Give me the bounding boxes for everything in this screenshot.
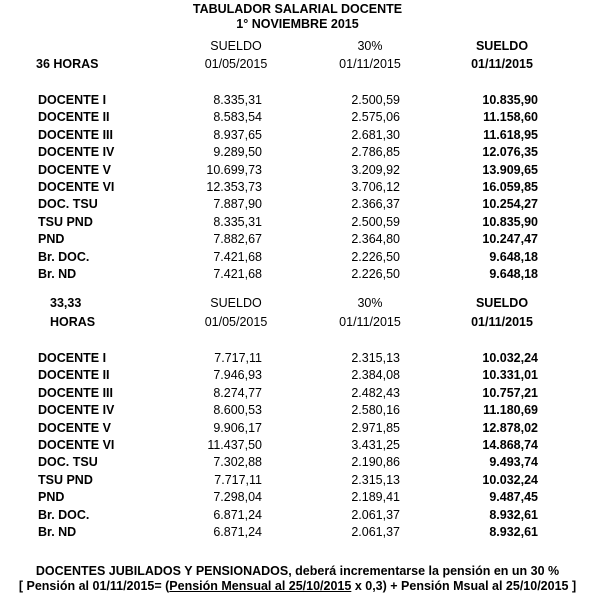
pensioners-note: DOCENTES JUBILADOS Y PENSIONADOS, deberá incrementarse la pensión en un 30 %: [35, 564, 560, 578]
row-sueldo-01-05-2015: 12.353,73: [206, 180, 262, 194]
section1-header-row-1: [0, 38, 595, 55]
table-row: [0, 420, 595, 437]
row-sueldo-01-11-2015: 10.032,24: [482, 351, 538, 365]
row-increase-30pct: 2.315,13: [351, 472, 400, 487]
row-increase-30pct: 3.209,92: [351, 162, 400, 177]
row-increase-30pct: 2.364,80: [351, 232, 400, 247]
row-sueldo-01-11-2015: 9.487,45: [489, 490, 538, 505]
table-row: [0, 127, 595, 144]
row-sueldo-01-05-2015: 11.437,50: [207, 438, 262, 452]
row-label: DOCENTE VI: [38, 180, 115, 194]
row-label: Br. ND: [38, 267, 77, 281]
row-label: TSU PND: [38, 472, 93, 487]
table-row: [0, 266, 595, 283]
section2-col1-header: SUELDO: [210, 296, 262, 310]
row-label: DOCENTE IV: [38, 145, 115, 160]
row-increase-30pct: 2.500,59: [351, 93, 400, 107]
section2-col2-date: 01/11/2015: [339, 315, 401, 329]
row-sueldo-01-05-2015: 7.421,68: [213, 267, 262, 281]
row-label: Br. ND: [38, 525, 77, 539]
row-sueldo-01-05-2015: 7.887,90: [213, 197, 262, 212]
row-sueldo-01-11-2015: 13.909,65: [482, 162, 538, 177]
section2-hours-label: HORAS: [50, 315, 96, 329]
row-sueldo-01-05-2015: 7.717,11: [214, 351, 262, 365]
row-increase-30pct: 2.190,86: [351, 455, 400, 470]
row-sueldo-01-11-2015: 10.247,47: [482, 232, 538, 247]
row-sueldo-01-05-2015: 7.302,88: [213, 455, 262, 470]
table-row: [0, 214, 595, 231]
section1-col2-date: 01/11/2015: [339, 57, 401, 71]
row-label: TSU PND: [38, 214, 93, 229]
row-label: DOCENTE VI: [38, 438, 115, 452]
table-row: [0, 454, 595, 471]
row-increase-30pct: 2.061,37: [351, 525, 400, 539]
row-sueldo-01-05-2015: 7.298,04: [213, 490, 262, 505]
row-label: DOC. TSU: [38, 455, 98, 470]
row-sueldo-01-11-2015: 10.835,90: [482, 93, 538, 107]
row-sueldo-01-11-2015: 16.059,85: [482, 180, 538, 194]
pension-formula-underlined: Pensión Mensual al 25/10/2015: [169, 579, 352, 593]
section2-hours-value: 33,33: [50, 296, 82, 310]
row-label: DOCENTE I: [38, 93, 107, 107]
row-increase-30pct: 2.580,16: [351, 403, 400, 418]
row-sueldo-01-05-2015: 7.421,68: [213, 249, 262, 264]
table-row: [0, 162, 595, 179]
row-sueldo-01-11-2015: 10.835,90: [482, 214, 538, 229]
table-row: [0, 489, 595, 506]
row-increase-30pct: 2.366,37: [351, 197, 400, 212]
row-increase-30pct: 2.482,43: [351, 385, 400, 400]
row-sueldo-01-05-2015: 8.274,77: [213, 385, 262, 400]
document-title-line-1: TABULADOR SALARIAL DOCENTE: [192, 2, 403, 16]
row-increase-30pct: 2.061,37: [351, 507, 400, 522]
row-increase-30pct: 2.500,59: [351, 214, 400, 229]
row-increase-30pct: 2.681,30: [351, 127, 400, 142]
document-title-line-2: 1° NOVIEMBRE 2015: [236, 17, 359, 31]
row-sueldo-01-05-2015: 9.289,50: [213, 145, 262, 160]
table-row: [0, 350, 595, 367]
row-sueldo-01-11-2015: 11.180,69: [483, 403, 538, 418]
table-row: [0, 437, 595, 454]
row-label: Br. DOC.: [38, 249, 90, 264]
table-row: [0, 92, 595, 109]
table-row: [0, 524, 595, 541]
table-row: [0, 144, 595, 161]
row-increase-30pct: 2.226,50: [351, 267, 400, 281]
row-sueldo-01-11-2015: 10.254,27: [482, 197, 538, 212]
row-sueldo-01-11-2015: 10.757,21: [482, 385, 538, 400]
pension-formula: [0, 579, 595, 593]
section1-col3-header: SUELDO: [475, 39, 529, 53]
row-sueldo-01-05-2015: 8.335,31: [213, 93, 262, 107]
row-sueldo-01-05-2015: 8.583,54: [213, 110, 262, 125]
section2-header-row-1: [0, 295, 595, 312]
section1-hours-label: 36 HORAS: [36, 57, 99, 71]
row-sueldo-01-05-2015: 7.717,11: [214, 472, 262, 487]
table-row: [0, 367, 595, 384]
row-sueldo-01-11-2015: 10.331,01: [482, 368, 538, 383]
section2-col2-header: 30%: [357, 296, 383, 310]
row-increase-30pct: 3.431,25: [351, 438, 400, 452]
row-sueldo-01-11-2015: 8.932,61: [489, 525, 538, 539]
row-sueldo-01-05-2015: 7.946,93: [213, 368, 262, 383]
table-row: [0, 385, 595, 402]
row-label: DOCENTE II: [38, 110, 110, 125]
row-sueldo-01-11-2015: 11.618,95: [483, 127, 538, 142]
table-row: [0, 402, 595, 419]
row-increase-30pct: 3.706,12: [351, 180, 400, 194]
section2-col1-date: 01/05/2015: [204, 315, 268, 329]
section1-col3-date: 01/11/2015: [471, 57, 533, 71]
row-label: DOCENTE IV: [38, 403, 115, 418]
row-label: DOC. TSU: [38, 197, 98, 212]
row-sueldo-01-05-2015: 8.937,65: [213, 127, 262, 142]
row-sueldo-01-05-2015: 9.906,17: [213, 420, 262, 435]
row-sueldo-01-11-2015: 12.076,35: [482, 145, 538, 160]
pension-formula-part-1: [ Pensión al 01/11/2015= (: [18, 579, 170, 593]
section2-col3-header: SUELDO: [475, 296, 529, 310]
row-sueldo-01-05-2015: 8.335,31: [213, 214, 262, 229]
section1-header-row-2: [0, 56, 595, 73]
row-label: DOCENTE I: [38, 351, 107, 365]
section1-col1-header: SUELDO: [210, 39, 262, 53]
row-increase-30pct: 2.189,41: [351, 490, 400, 505]
row-label: DOCENTE III: [38, 385, 114, 400]
row-sueldo-01-11-2015: 11.158,60: [483, 110, 538, 125]
row-increase-30pct: 2.786,85: [351, 145, 400, 160]
table-row: [0, 472, 595, 489]
row-label: PND: [38, 490, 65, 505]
row-increase-30pct: 2.971,85: [351, 420, 400, 435]
section2-header-row-2: [0, 314, 595, 331]
row-sueldo-01-11-2015: 9.648,18: [489, 267, 538, 281]
row-label: DOCENTE V: [38, 162, 111, 177]
row-sueldo-01-11-2015: 9.648,18: [489, 249, 538, 264]
row-increase-30pct: 2.575,06: [351, 110, 400, 125]
row-increase-30pct: 2.226,50: [351, 249, 400, 264]
row-increase-30pct: 2.384,08: [351, 368, 400, 383]
row-label: DOCENTE V: [38, 420, 111, 435]
section1-col1-date: 01/05/2015: [204, 57, 268, 71]
row-sueldo-01-05-2015: 10.699,73: [206, 162, 262, 177]
table-row: [0, 196, 595, 213]
table-row: [0, 507, 595, 524]
row-sueldo-01-05-2015: 6.871,24: [213, 507, 262, 522]
row-sueldo-01-11-2015: 10.032,24: [482, 472, 538, 487]
row-increase-30pct: 2.315,13: [351, 351, 400, 365]
row-label: DOCENTE II: [38, 368, 110, 383]
table-row: [0, 231, 595, 248]
row-sueldo-01-11-2015: 9.493,74: [489, 455, 538, 470]
row-label: DOCENTE III: [38, 127, 114, 142]
row-label: PND: [38, 232, 65, 247]
section1-col2-header: 30%: [357, 39, 383, 53]
row-sueldo-01-11-2015: 12.878,02: [482, 420, 538, 435]
row-sueldo-01-05-2015: 6.871,24: [213, 525, 262, 539]
row-sueldo-01-05-2015: 7.882,67: [213, 232, 262, 247]
section2-col3-date: 01/11/2015: [471, 315, 533, 329]
row-sueldo-01-11-2015: 14.868,74: [482, 438, 538, 452]
row-label: Br. DOC.: [38, 507, 90, 522]
table-row: [0, 249, 595, 266]
table-row: [0, 179, 595, 196]
table-row: [0, 109, 595, 126]
row-sueldo-01-11-2015: 8.932,61: [489, 507, 538, 522]
pension-formula-part-3: x 0,3) + Pensión Msual al 25/10/2015 ]: [351, 579, 577, 593]
row-sueldo-01-05-2015: 8.600,53: [213, 403, 262, 418]
